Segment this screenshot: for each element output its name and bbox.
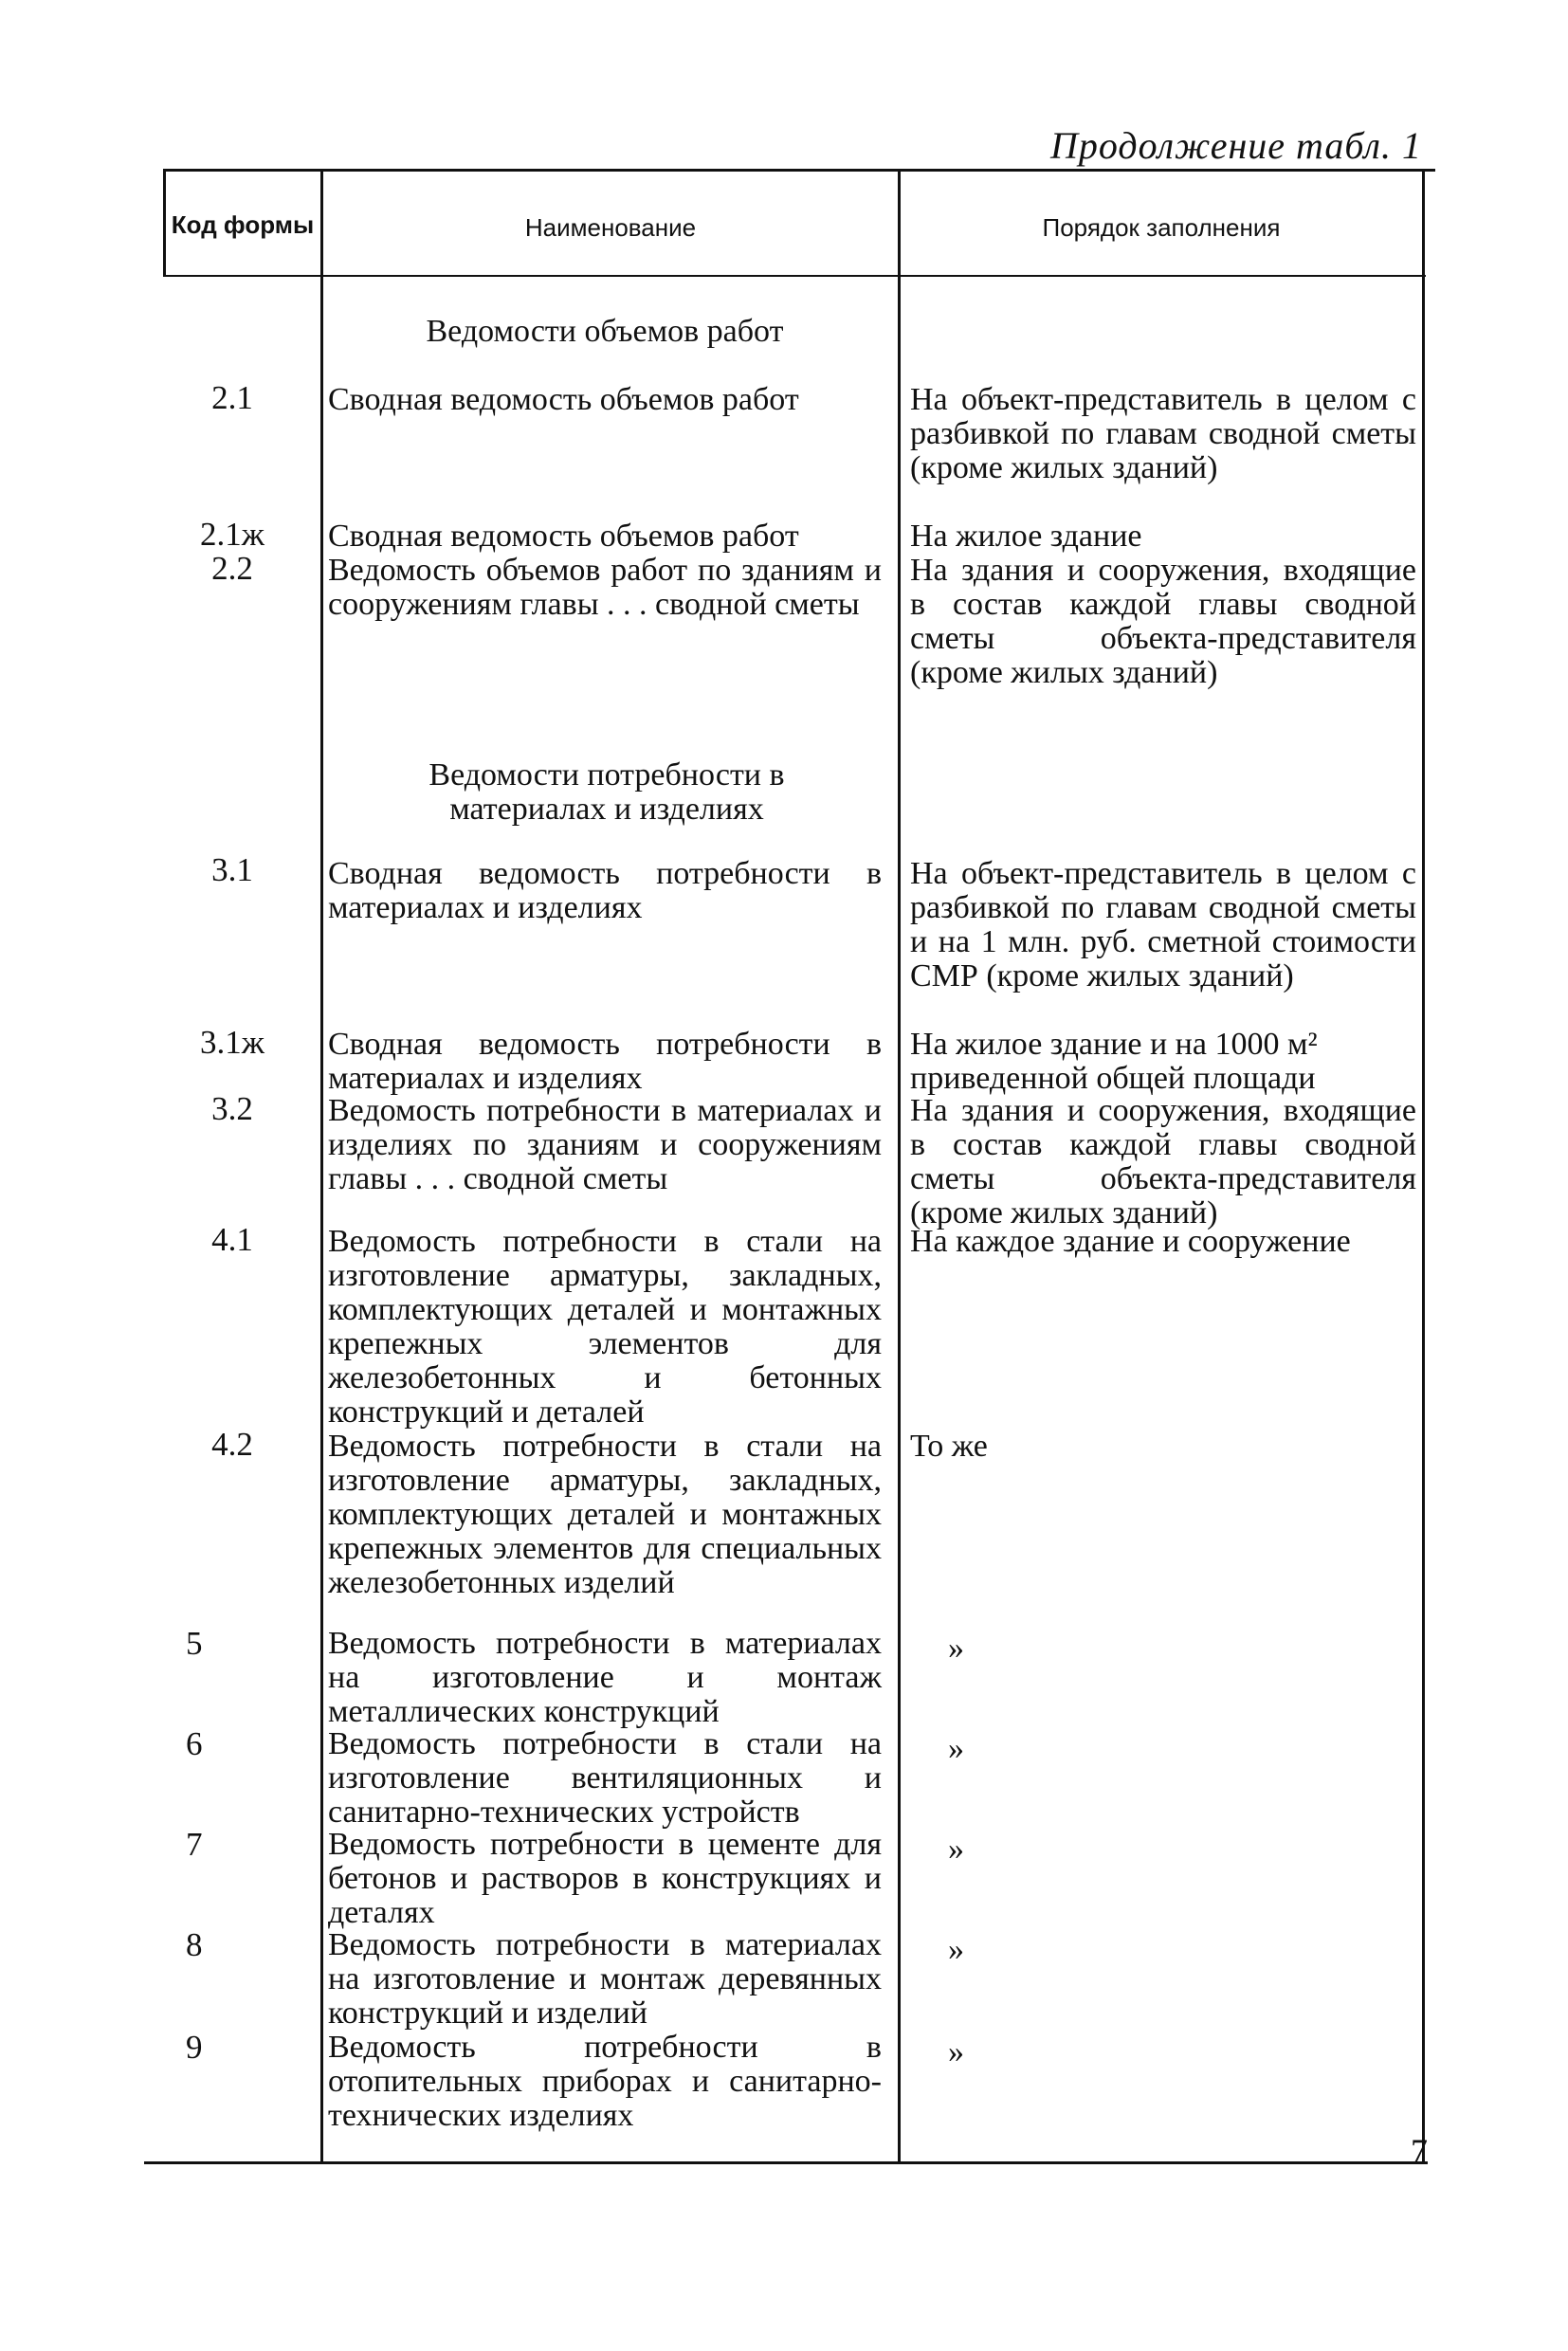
section-title-materials: Ведомости потребности в материалах и изделиях bbox=[428, 757, 785, 827]
row-code: 2.1 bbox=[211, 379, 253, 416]
row-code: 8 bbox=[186, 1926, 203, 1963]
continuation-label: Продолжение табл. 1 bbox=[1049, 124, 1422, 167]
page-number: 7 bbox=[1411, 2132, 1428, 2170]
row-name: Ведомость потребности в материалах на изготовление и монтаж металлических конструкций bbox=[328, 1626, 882, 1729]
row-order: На здания и сооружения, входящие в состав каждой главы сводной сметы объекта-представителя (кроме жилых зданий) bbox=[910, 553, 1416, 690]
row-code: 9 bbox=[186, 2029, 203, 2066]
row-code: 4.2 bbox=[211, 1426, 253, 1463]
row-order: На каждое здание и сооружение bbox=[910, 1224, 1351, 1259]
row-code: 3.1ж bbox=[200, 1024, 264, 1061]
header-order: Порядок заполнения bbox=[1042, 213, 1281, 242]
column-divider-2 bbox=[898, 169, 901, 2161]
row-code: 6 bbox=[186, 1725, 203, 1762]
section-title-volumes: Ведомости объемов работ bbox=[426, 314, 784, 349]
row-name: Сводная ведомость объемов работ bbox=[328, 382, 799, 417]
row-name: Сводная ведомость потребности в материалах и изделиях bbox=[328, 1027, 882, 1096]
header-bottom-rule bbox=[163, 275, 1426, 277]
table-right-border bbox=[1422, 169, 1425, 2161]
row-code: 3.1 bbox=[211, 851, 253, 888]
header-code: Код формы bbox=[171, 210, 315, 239]
table-left-border bbox=[163, 169, 166, 277]
row-code: 4.1 bbox=[211, 1221, 253, 1258]
ditto-mark: » bbox=[948, 1932, 964, 1967]
ditto-mark: » bbox=[948, 1631, 964, 1666]
row-code: 7 bbox=[186, 1826, 203, 1863]
row-name: Сводная ведомость объемов работ bbox=[328, 519, 799, 554]
ditto-mark: » bbox=[948, 2034, 964, 2069]
row-name: Ведомость потребности в стали на изготовление арматуры, закладных, комплектующих деталей и монтажных крепежных элементов для железобетонных и бетонных конструкций и деталей bbox=[328, 1224, 882, 1430]
row-order: На жилое здание и на 1000 м² приведенной общей площади bbox=[910, 1027, 1318, 1096]
table-top-rule bbox=[163, 169, 1435, 172]
row-name: Ведомость потребности в стали на изготовление вентиляционных и санитарно-технических устройств bbox=[328, 1726, 882, 1830]
ditto-mark: » bbox=[948, 1731, 964, 1766]
row-code: 3.2 bbox=[211, 1090, 253, 1127]
row-name: Ведомость потребности в стали на изготовление арматуры, закладных, комплектующих деталей и монтажных крепежных элементов для специальных железобетонных изделий bbox=[328, 1429, 882, 1600]
row-order: То же bbox=[910, 1429, 988, 1464]
row-code: 5 bbox=[186, 1625, 203, 1662]
row-order: На объект-представитель в целом с разбивкой по главам сводной сметы (кроме жилых зданий) bbox=[910, 382, 1416, 485]
row-code: 2.1ж bbox=[200, 516, 264, 553]
row-name: Ведомость объемов работ по зданиям и сооружениям главы . . . сводной сметы bbox=[328, 553, 882, 622]
header-name: Наименование bbox=[524, 213, 697, 242]
row-name: Ведомость потребности в материалах и изделиях по зданиям и сооружениям главы . . . сводной сметы bbox=[328, 1093, 882, 1196]
table-bottom-rule bbox=[144, 2161, 1428, 2164]
row-name: Ведомость потребности в материалах на изготовление и монтаж деревянных конструкций и изделий bbox=[328, 1927, 882, 2031]
ditto-mark: » bbox=[948, 1832, 964, 1867]
row-code: 2.2 bbox=[211, 550, 253, 587]
row-order: На здания и сооружения, входящие в состав каждой главы сводной сметы объекта-представителя (кроме жилых зданий) bbox=[910, 1093, 1416, 1230]
row-order: На объект-представитель в целом с разбивкой по главам сводной сметы и на 1 млн. руб. сметной стоимости СМР (кроме жилых зданий) bbox=[910, 856, 1416, 993]
row-name: Сводная ведомость потребности в материалах и изделиях bbox=[328, 856, 882, 925]
row-name: Ведомость потребности в цементе для бетонов и растворов в конструкциях и деталях bbox=[328, 1827, 882, 1930]
row-order: На жилое здание bbox=[910, 519, 1142, 554]
row-name: Ведомость потребности в отопительных приборах и санитарно-технических изделиях bbox=[328, 2030, 882, 2133]
